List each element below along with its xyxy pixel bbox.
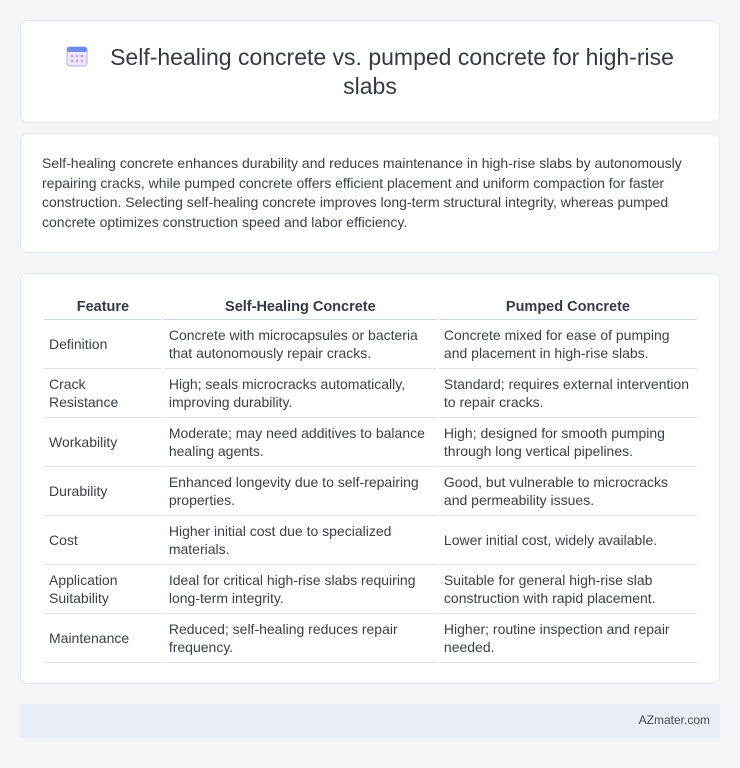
feature-cell: Cost: [44, 516, 162, 565]
pumped-cell: Lower initial cost, widely available.: [439, 516, 697, 565]
pumped-cell: Concrete mixed for ease of pumping and placement in high-rise slabs.: [439, 320, 697, 369]
pumped-cell: Higher; routine inspection and repair needed.: [439, 614, 697, 663]
self-healing-cell: Reduced; self-healing reduces repair frequency.: [164, 614, 437, 663]
self-healing-cell: Concrete with microcapsules or bacteria that autonomously repair cracks.: [164, 320, 437, 369]
pumped-cell: Good, but vulnerable to microcracks and permeability issues.: [439, 467, 697, 516]
table-row: [44, 614, 697, 663]
calendar-grid-icon: [66, 45, 88, 67]
source-link[interactable]: AZmater.com: [638, 713, 710, 727]
feature-cell: Definition: [44, 320, 162, 369]
table-row: [44, 467, 697, 516]
self-healing-cell: Higher initial cost due to specialized materials.: [164, 516, 437, 565]
intro-paragraph: Self-healing concrete enhances durability and reduces maintenance in high-rise slabs by autonomously repairing cracks, while pumped concrete offers efficient placement and uniform compaction for faster construction. Selecting self-healing concrete improves long-term structural integrity, whereas pumped concrete optimizes construction speed and labor efficiency.: [42, 155, 682, 230]
feature-cell: Application Suitability: [44, 565, 162, 614]
pumped-cell: Standard; requires external intervention to repair cracks.: [439, 369, 697, 418]
title-card: [20, 20, 720, 123]
feature-cell: Durability: [44, 467, 162, 516]
comparison-table: [42, 296, 699, 663]
header-pumped: Pumped Concrete: [439, 296, 697, 320]
feature-cell: Workability: [44, 418, 162, 467]
pumped-cell: High; designed for smooth pumping through long vertical pipelines.: [439, 418, 697, 467]
table-row: [44, 418, 697, 467]
table-row: [44, 565, 697, 614]
feature-cell: Crack Resistance: [44, 369, 162, 418]
footer-bar: [20, 704, 720, 738]
header-self-healing: Self-Healing Concrete: [164, 296, 437, 320]
table-row: [44, 320, 697, 369]
self-healing-cell: Ideal for critical high-rise slabs requiring long-term integrity.: [164, 565, 437, 614]
title-wrap: [21, 43, 719, 101]
pumped-cell: Suitable for general high-rise slab construction with rapid placement.: [439, 565, 697, 614]
self-healing-cell: Enhanced longevity due to self-repairing properties.: [164, 467, 437, 516]
table-row: [44, 369, 697, 418]
self-healing-cell: High; seals microcracks automatically, improving durability.: [164, 369, 437, 418]
intro-card: [20, 133, 720, 253]
page-title: Self-healing concrete vs. pumped concrete for high-rise slabs: [110, 44, 674, 99]
table-header-row: [44, 296, 697, 320]
feature-cell: Maintenance: [44, 614, 162, 663]
header-feature: Feature: [44, 296, 162, 320]
self-healing-cell: Moderate; may need additives to balance healing agents.: [164, 418, 437, 467]
comparison-card: [20, 273, 720, 684]
table-row: [44, 516, 697, 565]
